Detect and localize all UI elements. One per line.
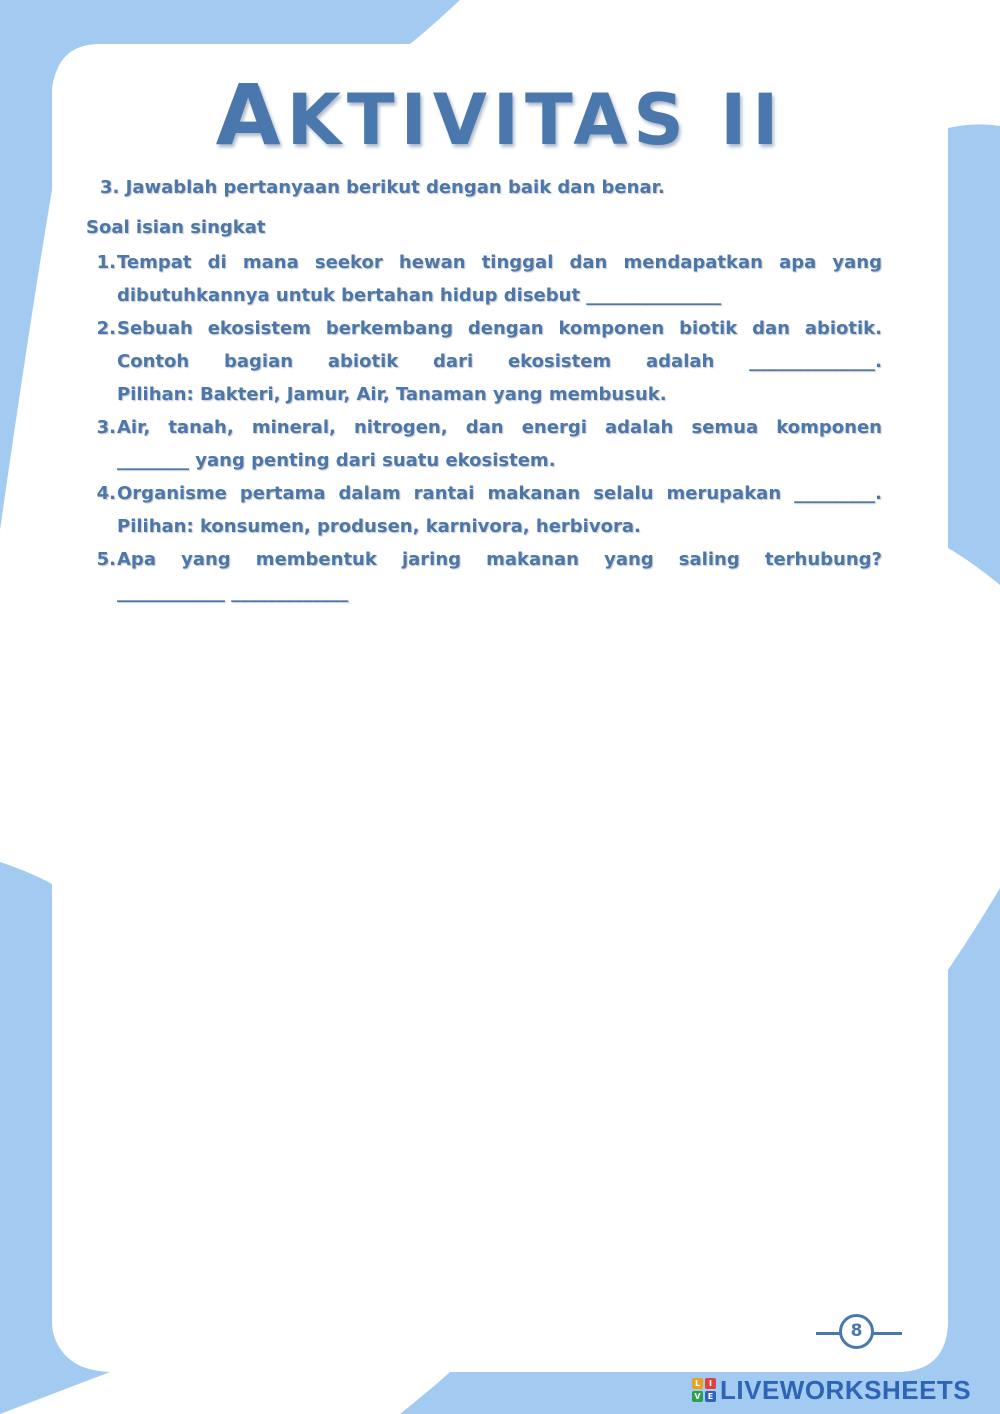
page-number-badge bbox=[816, 1311, 902, 1355]
title-initial: A bbox=[215, 66, 287, 164]
question-3 bbox=[90, 411, 882, 477]
question-line[interactable]: Contoh bagian abiotik dari ekosistem adalah ______________. bbox=[117, 351, 882, 372]
question-line: Tempat di mana seekor hewan tinggal dan mendapatkan apa yang bbox=[117, 252, 882, 273]
section-title: Soal isian singkat bbox=[86, 217, 266, 238]
logo-letter: L bbox=[692, 1378, 703, 1389]
question-line[interactable]: ________ yang penting dari suatu ekosistem. bbox=[117, 450, 556, 471]
question-line[interactable]: dibutuhkannya untuk bertahan hidup disebut _______________ bbox=[117, 285, 722, 306]
question-line: Pilihan: konsumen, produsen, karnivora, herbivora. bbox=[117, 516, 641, 537]
logo-letter: I bbox=[705, 1378, 716, 1389]
question-line: Sebuah ekosistem berkembang dengan komponen biotik dan abiotik. bbox=[117, 318, 882, 339]
instruction-text: 3. Jawablah pertanyaan berikut dengan baik dan benar. bbox=[100, 177, 665, 198]
logo-letter: V bbox=[692, 1391, 703, 1402]
question-1 bbox=[90, 246, 882, 312]
question-5 bbox=[90, 543, 882, 609]
question-number: 1. bbox=[96, 252, 116, 273]
question-line[interactable]: ____________ _____________ bbox=[117, 582, 349, 603]
question-number: 3. bbox=[96, 417, 116, 438]
page-number-bar-right bbox=[872, 1332, 902, 1335]
question-number: 2. bbox=[96, 318, 116, 339]
page-title bbox=[0, 66, 1000, 164]
question-line: Pilihan: Bakteri, Jamur, Air, Tanaman yang membusuk. bbox=[117, 384, 667, 405]
liveworksheets-logo-icon bbox=[692, 1378, 716, 1402]
liveworksheets-watermark bbox=[692, 1374, 971, 1406]
question-number: 5. bbox=[96, 549, 116, 570]
liveworksheets-text: LIVEWORKSHEETS bbox=[720, 1374, 972, 1405]
question-4 bbox=[90, 477, 882, 543]
worksheet-card bbox=[52, 44, 948, 1370]
question-line: Air, tanah, mineral, nitrogen, dan energi adalah semua komponen bbox=[117, 417, 882, 438]
question-list bbox=[90, 246, 882, 609]
question-number: 4. bbox=[96, 483, 116, 504]
title-rest: KTIVITAS II bbox=[286, 79, 785, 161]
question-line[interactable]: Organisme pertama dalam rantai makanan selalu merupakan _________. bbox=[117, 483, 882, 504]
question-2 bbox=[90, 312, 882, 411]
page-number: 8 bbox=[839, 1314, 874, 1349]
question-line: Apa yang membentuk jaring makanan yang saling terhubung? bbox=[117, 549, 882, 570]
logo-letter: E bbox=[705, 1391, 716, 1402]
